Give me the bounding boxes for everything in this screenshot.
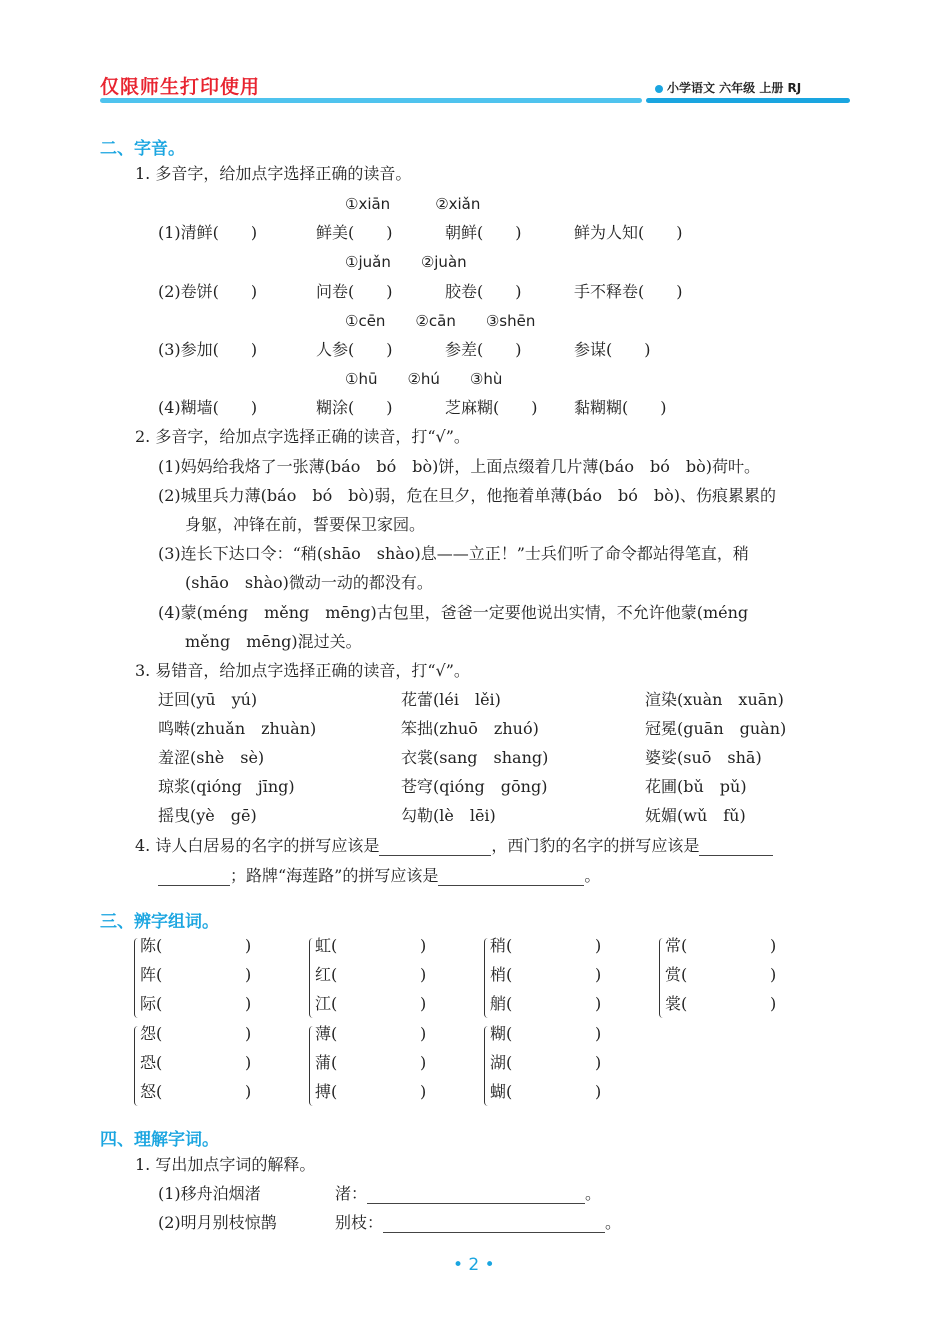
sentence-line: (4)蒙(méng měng mēng)古包里，爸爸一定要他说出实情，不允许他蒙(méng — [158, 603, 749, 622]
answer-blank[interactable] — [699, 837, 773, 856]
char-item: 湖( — [490, 1053, 513, 1072]
word-item: 衣裳(sang shang) — [401, 748, 549, 767]
answer-blank[interactable] — [438, 867, 584, 886]
char-item: 常( — [665, 936, 688, 955]
answer-blank[interactable] — [379, 837, 491, 856]
char-close-paren: ) — [595, 965, 602, 984]
sentence-line: (shāo shào)微动一动的都没有。 — [185, 573, 433, 592]
char-item: 稍( — [490, 936, 513, 955]
question-label: 3. 易错音，给加点字选择正确的读音，打“√”。 — [135, 661, 470, 680]
char-close-paren: ) — [595, 994, 602, 1013]
word-item: 花蕾(léi lěi) — [401, 690, 501, 709]
word-item: (2)卷饼( ) — [158, 282, 258, 301]
char-item: 艄( — [490, 994, 513, 1013]
char-close-paren: ) — [420, 1024, 427, 1043]
word-item: 渲染(xuàn xuān) — [645, 690, 784, 709]
char-close-paren: ) — [420, 1053, 427, 1072]
char-item: 江( — [315, 994, 338, 1013]
sentence-line: (2)城里兵力薄(báo bó bò)弱，危在旦夕，他拖着单薄(báo bó bò)、伤痕累累的 — [158, 486, 776, 505]
word-item: 冠冕(guān guàn) — [645, 719, 787, 738]
pinyin-options: ①xiān ②xiǎn — [345, 195, 481, 213]
char-close-paren: ) — [770, 965, 777, 984]
char-item: 薄( — [315, 1024, 338, 1043]
sentence-line: (1)妈妈给我烙了一张薄(báo bó bò)饼，上面点缀着几片薄(báo bó bò)荷叶。 — [158, 457, 760, 476]
word-item: (4)糊墙( ) — [158, 398, 258, 417]
char-close-paren: ) — [245, 965, 252, 984]
brace-icon — [309, 1026, 314, 1106]
word-item: 勾勒(lè lēi) — [401, 806, 496, 825]
word-item: 摇曳(yè gē) — [158, 806, 257, 825]
char-close-paren: ) — [245, 1082, 252, 1101]
char-item: 赏( — [665, 965, 688, 984]
question-label: 4. 诗人白居易的名字的拼写应该是 ，西门豹的名字的拼写应该是 — [135, 836, 773, 856]
answer-blank[interactable] — [158, 867, 230, 886]
word-item: 糊涂( ) — [316, 398, 393, 417]
header-right-info: 小学语文 六年级 上册 RJ — [655, 79, 801, 96]
word-item: 手不释卷( ) — [574, 282, 683, 301]
brace-icon — [309, 938, 314, 1018]
char-item: 糊( — [490, 1024, 513, 1043]
word-item: 鸣啭(zhuǎn zhuàn) — [158, 719, 317, 738]
char-item: 怨( — [140, 1024, 163, 1043]
word-item: 人参( ) — [316, 340, 393, 359]
char-close-paren: ) — [420, 1082, 427, 1101]
char-item: 红( — [315, 965, 338, 984]
phrase-item: (1)移舟泊烟渚 — [158, 1184, 261, 1203]
page-number: • 2 • — [453, 1255, 495, 1275]
char-close-paren: ) — [595, 1024, 602, 1043]
sentence-line: měng mēng)混过关。 — [185, 632, 362, 651]
char-close-paren: ) — [420, 965, 427, 984]
char-close-paren: ) — [595, 1082, 602, 1101]
word-item: (3)参加( ) — [158, 340, 258, 359]
word-item: 羞涩(shè sè) — [158, 748, 265, 767]
question-label: 1. 写出加点字词的解释。 — [135, 1155, 316, 1174]
char-close-paren: ) — [245, 936, 252, 955]
header-bar-right — [646, 98, 850, 103]
char-item: 虹( — [315, 936, 338, 955]
word-item: (1)清鲜( ) — [158, 223, 258, 242]
brace-icon — [484, 938, 489, 1018]
question-label: 1. 多音字，给加点字选择正确的读音。 — [135, 164, 412, 183]
pinyin-options: ①juǎn ②juàn — [345, 253, 467, 271]
word-item: 胶卷( ) — [445, 282, 522, 301]
word-item: 朝鲜( ) — [445, 223, 522, 242]
char-item: 怒( — [140, 1082, 163, 1101]
char-item: 阵( — [140, 965, 163, 984]
sentence-line: 身躯，冲锋在前，誓要保卫家园。 — [185, 515, 426, 534]
word-item: 妩媚(wǔ fǔ) — [645, 806, 746, 825]
char-item: 恐( — [140, 1053, 163, 1072]
word-item: 鲜美( ) — [316, 223, 393, 242]
section-title-2: 二、字音。 — [100, 139, 185, 159]
word-item: 婆娑(suō shā) — [645, 748, 762, 767]
word-item: 迂回(yū yú) — [158, 690, 258, 709]
pinyin-options: ①hū ②hú ③hù — [345, 370, 503, 388]
char-item: 梢( — [490, 965, 513, 984]
header-left-title: 仅限师生打印使用 — [100, 76, 261, 98]
question-continuation: ；路牌“海莲路”的拼写应该是 。 — [158, 866, 600, 886]
char-close-paren: ) — [595, 936, 602, 955]
brace-icon — [484, 1026, 489, 1106]
phrase-item: (2)明月别枝惊鹊 — [158, 1213, 277, 1232]
char-item: 裳( — [665, 994, 688, 1013]
char-close-paren: ) — [770, 994, 777, 1013]
sentence-line: (3)连长下达口令：“稍(shāo shào)息——立正！”士兵们听了命令都站得笔直，稍 — [158, 544, 749, 563]
char-item: 搏( — [315, 1082, 338, 1101]
word-item: 问卷( ) — [316, 282, 393, 301]
char-close-paren: ) — [770, 936, 777, 955]
char-close-paren: ) — [420, 994, 427, 1013]
definition-row: 渚： 。 — [335, 1184, 602, 1203]
section-title-3: 三、辨字组词。 — [100, 912, 219, 932]
word-item: 黏糊糊( ) — [574, 398, 667, 417]
word-item: 苍穹(qióng gōng) — [401, 777, 548, 796]
word-item: 参谋( ) — [574, 340, 651, 359]
word-item: 花圃(bǔ pǔ) — [645, 777, 747, 796]
answer-blank[interactable] — [367, 1185, 585, 1204]
char-close-paren: ) — [245, 1024, 252, 1043]
bullet-dot-icon — [655, 85, 663, 93]
definition-row: 别枝： 。 — [335, 1213, 622, 1232]
answer-blank[interactable] — [383, 1214, 605, 1233]
question-label: 2. 多音字，给加点字选择正确的读音，打“√”。 — [135, 427, 470, 446]
char-item: 际( — [140, 994, 163, 1013]
char-item: 蒲( — [315, 1053, 338, 1072]
word-item: 鲜为人知( ) — [574, 223, 683, 242]
section-title-4: 四、理解字词。 — [100, 1130, 219, 1150]
brace-icon — [134, 938, 139, 1018]
header-bar-left — [100, 98, 642, 103]
char-close-paren: ) — [245, 1053, 252, 1072]
pinyin-options: ①cēn ②cān ③shēn — [345, 312, 536, 330]
word-item: 参差( ) — [445, 340, 522, 359]
char-close-paren: ) — [420, 936, 427, 955]
char-close-paren: ) — [245, 994, 252, 1013]
word-item: 芝麻糊( ) — [445, 398, 538, 417]
word-item: 笨拙(zhuō zhuó) — [401, 719, 539, 738]
char-close-paren: ) — [595, 1053, 602, 1072]
brace-icon — [659, 938, 664, 1018]
brace-icon — [134, 1026, 139, 1106]
word-item: 琼浆(qióng jīng) — [158, 777, 295, 796]
char-item: 蝴( — [490, 1082, 513, 1101]
char-item: 陈( — [140, 936, 163, 955]
